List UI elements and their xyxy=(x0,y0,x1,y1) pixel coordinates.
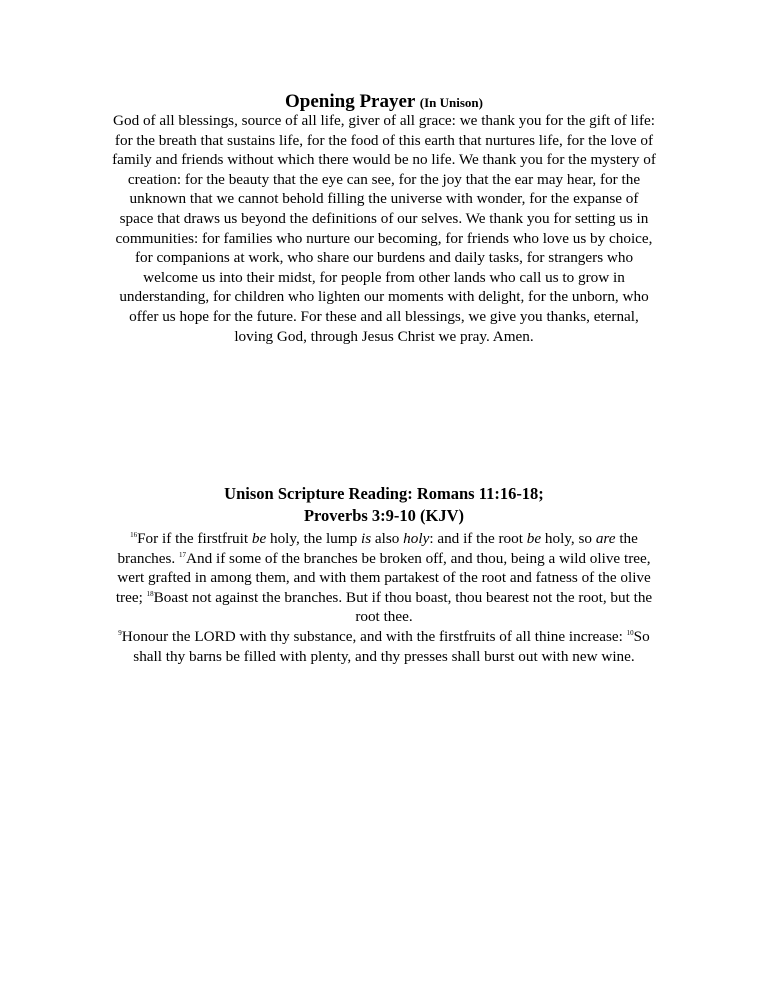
proverbs-passage xyxy=(112,627,656,666)
verse-text: And if some of the branches be broken off, and thou, being a wild olive tree, wert grafted in among them, and with them partakest of the root and fatness of the olive tree; xyxy=(115,549,651,606)
verse-text: the branches. xyxy=(117,530,638,567)
verse-italic: be xyxy=(251,530,267,547)
reading-text xyxy=(112,529,656,666)
verse-number: 16 xyxy=(130,530,138,539)
reading-title xyxy=(0,483,768,526)
verse-text: Honour the LORD with thy substance, and with the firstfruits of all thine increase: xyxy=(121,627,627,645)
verse-number: 18 xyxy=(146,589,154,598)
verse-italic: be xyxy=(526,530,542,547)
verse-text: holy, so xyxy=(541,530,596,547)
verse-number: 10 xyxy=(626,628,634,637)
verse-text: So shall thy barns be filled with plenty, and thy presses shall burst out with new wine. xyxy=(133,627,650,665)
prayer-subtitle: (In Unison) xyxy=(419,95,483,110)
verse-italic: are xyxy=(595,530,616,547)
reading-title-line-2: Proverbs 3:9-10 (KJV) xyxy=(303,505,465,525)
romans-passage xyxy=(112,529,656,627)
verse-text: also xyxy=(371,530,404,547)
verse-text: holy, the lump xyxy=(266,530,361,547)
verse-text: Boast not against the branches. But if thou boast, thou bearest not the root, but the root thee. xyxy=(153,588,653,626)
verse-text: For if the firstfruit xyxy=(137,530,252,547)
verse-number: 17 xyxy=(179,550,187,559)
verse-italic: is xyxy=(360,530,372,547)
verse-italic: holy xyxy=(403,530,430,547)
reading-title-line-1: Unison Scripture Reading: Romans 11:16-18; xyxy=(224,484,544,503)
verse-number: 9 xyxy=(118,628,122,637)
prayer-title-text: Opening Prayer xyxy=(285,91,416,112)
prayer-text: God of all blessings, source of all life, giver of all grace: we thank you for the gift of life: for the breath that sustains life, for the food of this earth that nurtures life, for the love of family and friends without which there would be no life. We thank you for the mystery of creation: for the beauty that the eye can see, for the joy that the ear may hear, for the unknown that we cannot behold filling the universe with wonder, for the expanse of space that draws us beyond the definitions of our selves. We thank you for setting us in communities: for families who nurture our becoming, for friends who love us by choice, for companions at work, who share our burdens and daily tasks, for strangers who welcome us into their midst, for people from other lands who call us to grow in understanding, for children who lighten our moments with delight, for the unborn, who offer us hope for the future. For these and all blessings, we give you thanks, eternal, loving God, through Jesus Christ we pray. Amen. xyxy=(112,112,656,345)
verse-text: : and if the root xyxy=(429,530,527,547)
